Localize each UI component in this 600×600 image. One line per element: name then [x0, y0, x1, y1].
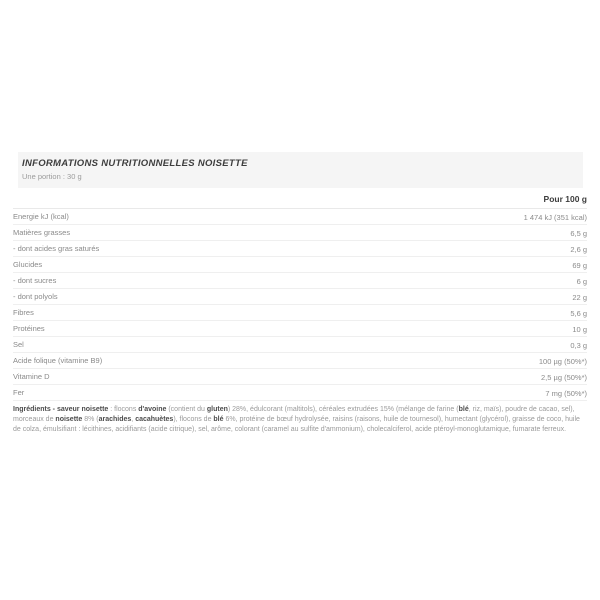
- table-column-header: Pour 100 g: [13, 188, 587, 209]
- row-value: 6 g: [576, 277, 587, 286]
- nutrition-table: [13, 188, 587, 401]
- table-row: [13, 289, 587, 305]
- ingredients-segment: 6%, protéine de bœuf hydrolysée, raisins (raisons, huile de tournesol), humectant (glycérol), graisse de coco, huile de colza, émulsifiant : lécithines, acidifiants (acide citrique), sel, arôme, colorant (caramel au sulfite d'ammonium), cholecalciferol, acide ptéroyl-monoglutamique, fumarate ferreux.: [13, 416, 580, 433]
- ingredients-segment: 8% (: [82, 416, 99, 423]
- row-value: 69 g: [572, 261, 587, 270]
- table-row: [13, 369, 587, 385]
- row-label: Matières grasses: [13, 228, 71, 237]
- row-label: Vitamine D: [13, 372, 50, 381]
- row-value: 5,6 g: [570, 309, 587, 318]
- row-label: - dont polyols: [13, 292, 58, 301]
- ingredients-segment: gluten: [206, 406, 228, 413]
- ingredients-segment: ) 28%, édulcorant (maltitols), céréales extrudées 15% (mélange de farine (: [227, 406, 459, 413]
- portion-note: Une portion : 30 g: [22, 172, 82, 181]
- row-value: 0,3 g: [570, 341, 587, 350]
- row-label: Fer: [13, 388, 25, 397]
- row-label: - dont sucres: [13, 276, 57, 285]
- ingredients-segment: , riz, maïs), poudre de cacao, sel), morceaux de: [13, 406, 575, 423]
- row-label: Fibres: [13, 308, 34, 317]
- table-row: [13, 225, 587, 241]
- table-row: [13, 241, 587, 257]
- ingredients-segment: ,: [131, 416, 136, 423]
- row-value: 100 µg (50%*): [538, 357, 587, 366]
- nutrition-info-section: [13, 152, 587, 435]
- table-row: [13, 321, 587, 337]
- row-label: Glucides: [13, 260, 43, 269]
- row-value: 1 474 kJ (351 kcal): [523, 213, 587, 222]
- row-value: 2,5 µg (50%*): [540, 373, 587, 382]
- row-value: 6,5 g: [570, 229, 587, 238]
- table-row: [13, 305, 587, 321]
- row-label: - dont acides gras saturés: [13, 244, 100, 253]
- ingredients-segment: noisette: [55, 416, 83, 423]
- row-value: 22 g: [572, 293, 587, 302]
- ingredients-segment: (contient du: [166, 406, 207, 413]
- row-label: Sel: [13, 340, 24, 349]
- ingredients-segment: blé: [213, 416, 224, 423]
- table-row: [13, 353, 587, 369]
- row-label: Energie kJ (kcal): [13, 212, 69, 221]
- ingredients-paragraph: [13, 405, 587, 435]
- ingredients-segment: arachides: [98, 416, 132, 423]
- row-value: 10 g: [572, 325, 587, 334]
- table-row: [13, 385, 587, 401]
- row-value: 2,6 g: [570, 245, 587, 254]
- ingredients-segment: Ingrédients - saveur noisette: [13, 406, 109, 413]
- ingredients-segment: ), flocons de: [173, 416, 214, 423]
- nutrition-header: [18, 152, 583, 188]
- ingredients-segment: : flocons: [108, 406, 139, 413]
- row-label: Protéines: [13, 324, 45, 333]
- table-row: [13, 273, 587, 289]
- section-title: INFORMATIONS NUTRITIONNELLES NOISETTE: [22, 158, 248, 169]
- ingredients-segment: d'avoine: [138, 406, 167, 413]
- table-row: [13, 337, 587, 353]
- ingredients-segment: cacahuètes: [135, 416, 174, 423]
- table-row: [13, 209, 587, 225]
- table-row: [13, 257, 587, 273]
- ingredients-segment: blé: [458, 406, 469, 413]
- row-label: Acide folique (vitamine B9): [13, 356, 103, 365]
- row-value: 7 mg (50%*): [545, 389, 587, 398]
